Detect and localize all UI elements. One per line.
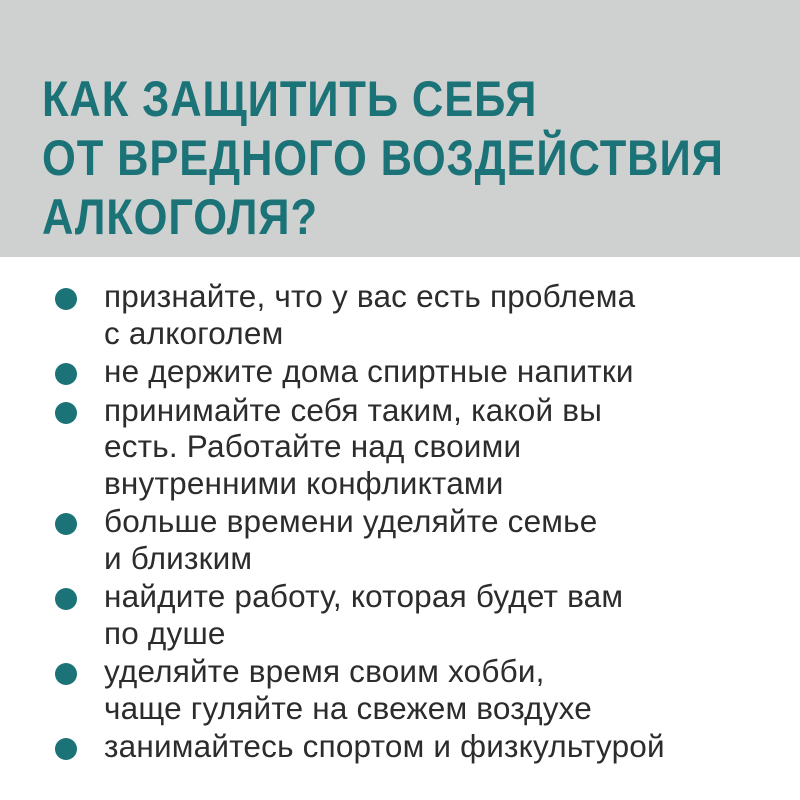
list-item-text: больше времени уделяйте семье	[104, 503, 598, 539]
list-item	[0, 353, 800, 390]
list-item	[0, 392, 800, 502]
list-item-text: уделяйте время своим хобби,	[104, 653, 545, 689]
bullet-icon	[55, 738, 77, 760]
list-item-text: принимайте себя таким, какой вы	[104, 391, 603, 428]
list-item	[0, 728, 800, 765]
bullet-icon	[55, 288, 77, 310]
list-item-text: найдите работу, которая будет вам	[104, 578, 624, 614]
title-line-3: АЛКОГОЛЯ?	[42, 189, 318, 245]
page-title	[42, 70, 724, 247]
title-banner	[0, 0, 800, 257]
list-item-text: занимайтесь спортом и физкультурой	[104, 728, 665, 764]
list-item-text: есть. Работайте над своими	[104, 428, 522, 464]
title-line-1: КАК ЗАЩИТИТЬ СЕБЯ	[42, 71, 538, 127]
advice-list	[0, 278, 800, 767]
list-item-text: по душе	[104, 614, 226, 651]
list-item-text: не держите дома спиртные напитки	[104, 353, 634, 389]
list-item-text: и близким	[104, 539, 253, 576]
list-item-text: с алкоголем	[104, 314, 284, 351]
bullet-icon	[55, 513, 77, 535]
list-item-text: признайте, что у вас есть проблема	[104, 278, 636, 314]
list-item-text: чаще гуляйте на свежем воздухе	[104, 689, 592, 726]
title-line-2: ОТ ВРЕДНОГО ВОЗДЕЙСТВИЯ	[42, 130, 724, 186]
bullet-icon	[55, 402, 77, 424]
list-item	[0, 278, 800, 351]
list-item	[0, 578, 800, 651]
bullet-icon	[55, 663, 77, 685]
list-item	[0, 653, 800, 726]
bullet-icon	[55, 363, 77, 385]
list-item-text: внутренними конфликтами	[104, 464, 504, 501]
bullet-icon	[55, 588, 77, 610]
list-item	[0, 503, 800, 576]
